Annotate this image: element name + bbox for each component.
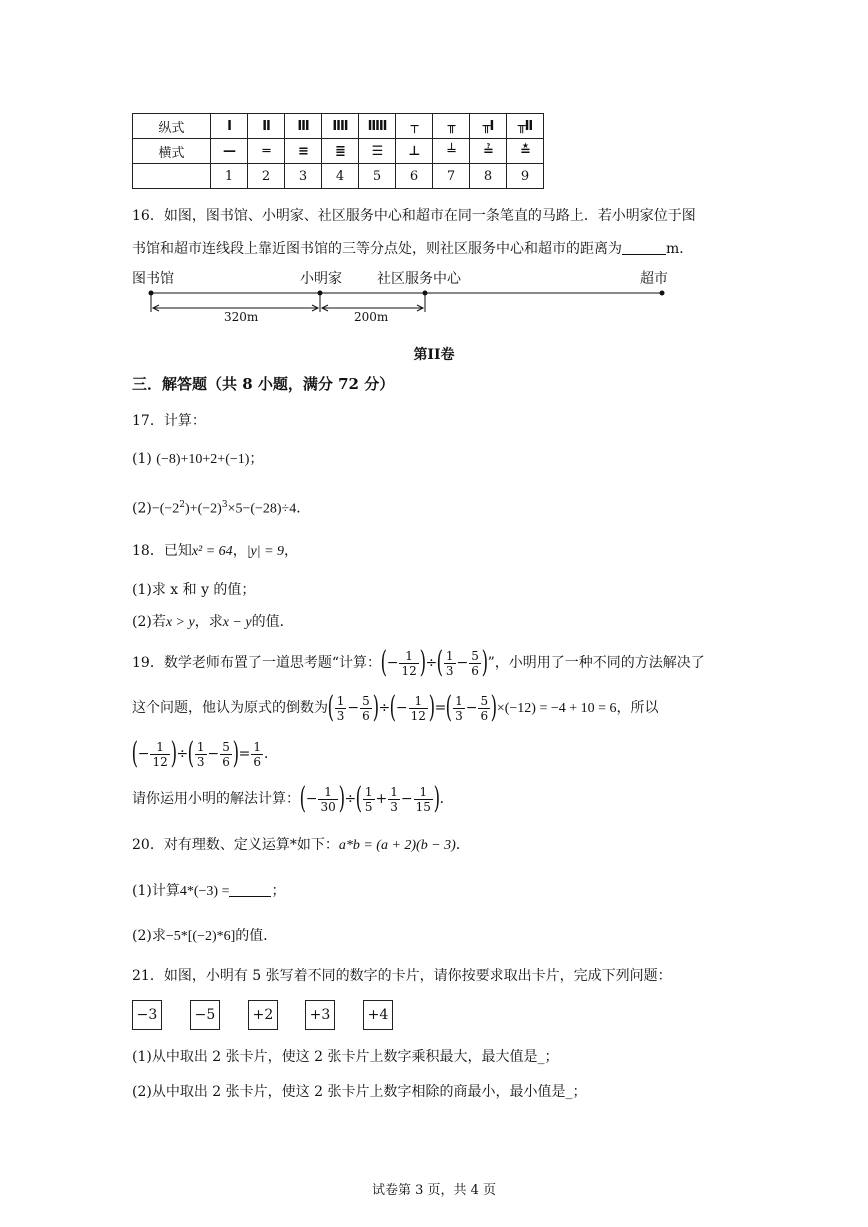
- label-community-center: 社区服务中心: [377, 271, 461, 287]
- q16-line-1: 16．如图，图书馆、小明家、社区服务中心和超市在同一条笔直的马路上．若小明家位于图: [132, 208, 696, 224]
- counting-rod-table: [132, 113, 544, 189]
- heng-glyph: —: [211, 139, 248, 164]
- period: ．: [264, 746, 279, 762]
- q20-expr-1: 4*(−3) =: [179, 884, 230, 899]
- zong-glyph: ╥Ⅱ: [507, 114, 544, 139]
- heng-glyph: ≛: [507, 139, 544, 164]
- q17-expr-2b: )+(−2): [185, 501, 222, 517]
- q20-text: 20．对有理数、定义运算*如下：: [132, 837, 339, 853]
- paren: ): [428, 690, 436, 725]
- answer-blank: [229, 882, 271, 897]
- paren: ): [170, 736, 177, 771]
- minus-sign: −: [386, 655, 399, 671]
- numerator: 5: [362, 693, 370, 708]
- fraction: [251, 740, 263, 769]
- distance-label-2: 200m: [354, 310, 389, 324]
- q19-line-4: [132, 781, 454, 817]
- road-line-svg: [132, 284, 692, 330]
- heng-glyph: ≡: [285, 139, 322, 164]
- q19-line-1: [132, 645, 705, 681]
- denominator: 3: [196, 754, 205, 769]
- q16-line-2: [132, 239, 693, 259]
- q17-expr-2c: ×5−(−28)÷4．: [227, 501, 311, 517]
- numerator: 5: [480, 693, 489, 708]
- numerator: 1: [336, 693, 345, 708]
- denominator: 12: [152, 754, 168, 769]
- road-diagram: [132, 268, 692, 330]
- denominator: 6: [222, 754, 230, 769]
- minus-sign: −: [207, 746, 220, 762]
- denominator: 3: [455, 708, 463, 723]
- q19-line-3: [132, 736, 278, 772]
- q21-part-1: (1)从中取出 2 张卡片，使这 2 张卡片上数字乘积最大，最大值是_；: [132, 1049, 559, 1065]
- fraction: [469, 649, 481, 678]
- numerator: 1: [253, 739, 262, 754]
- div-sign: ÷: [176, 746, 189, 762]
- q21-stem: 21．如图，小明有 5 张写着不同的数字的卡片，请你按要求取出卡片，完成下列问题：: [132, 968, 672, 984]
- zong-glyph: Ⅰ: [211, 114, 248, 139]
- numerator: 1: [445, 648, 454, 663]
- paren: ): [433, 781, 441, 816]
- number-cell: 8: [470, 164, 507, 189]
- fraction: [335, 694, 347, 723]
- heng-glyph: ═: [248, 139, 285, 164]
- label-library: 图书馆: [132, 271, 174, 287]
- denominator: 6: [253, 754, 262, 769]
- q18-eq2: |y| = 9: [246, 544, 285, 559]
- numerator: 1: [318, 785, 337, 800]
- q19-text: 这个问题，他认为原式的倒数为: [132, 700, 328, 716]
- minus-sign: −: [456, 655, 469, 671]
- part-label: (2): [132, 500, 152, 517]
- q17-part-2: [132, 495, 310, 520]
- number-cell: 6: [396, 164, 433, 189]
- paren: (: [436, 645, 444, 680]
- fraction: [363, 785, 375, 814]
- q20-text: (1)计算: [132, 883, 180, 899]
- numerator: 5: [471, 648, 479, 663]
- fraction: [220, 740, 232, 769]
- q19-text: ．: [439, 791, 454, 807]
- denominator: 5: [364, 799, 373, 814]
- table-row-zongshi: [133, 114, 544, 139]
- paren: (: [131, 736, 139, 771]
- number-card: −3: [132, 1000, 162, 1030]
- denominator: 30: [320, 799, 336, 814]
- denominator: 3: [445, 663, 454, 678]
- number-card: −5: [190, 1000, 220, 1030]
- page-footer: 试卷第 3 页，共 4 页: [371, 1183, 497, 1198]
- zong-glyph: ┬: [396, 114, 433, 139]
- numerator: 1: [364, 784, 373, 799]
- equals-sign: =: [434, 700, 447, 716]
- paren: ): [232, 736, 240, 771]
- number-cell: 2: [248, 164, 285, 189]
- q18-text: (2)若: [132, 614, 166, 630]
- fraction: [318, 785, 337, 814]
- q18-sep: ，: [232, 543, 247, 559]
- q19-text: ”，小明用了一种不同的方法解决了: [487, 655, 705, 671]
- q20-def: a*b = (a + 2)(b − 3): [338, 838, 456, 853]
- q17-part-1: [132, 449, 263, 470]
- row-header-zongshi: 纵式: [133, 114, 211, 139]
- paren: ): [419, 645, 426, 680]
- heng-glyph: ╧: [433, 139, 470, 164]
- paren: (: [389, 690, 397, 725]
- number-cell: 7: [433, 164, 470, 189]
- number-cell: 5: [359, 164, 396, 189]
- zong-glyph: ╥Ⅰ: [470, 114, 507, 139]
- q20-text: 的值．: [235, 928, 278, 944]
- heng-glyph: ☰: [359, 139, 396, 164]
- label-xiaoming-home: 小明家: [300, 271, 342, 287]
- q19-text: 19．数学老师布置了一道思考题“计算：: [132, 655, 381, 671]
- point-supermarket: [660, 291, 665, 296]
- denominator: 3: [390, 799, 398, 814]
- fraction: [388, 785, 400, 814]
- q16-unit: m．: [666, 241, 694, 257]
- paren: ): [481, 645, 488, 680]
- minus-sign: −: [137, 746, 150, 762]
- q18-cond: x > y: [165, 615, 195, 630]
- numerator: 1: [399, 649, 418, 664]
- div-sign: ÷: [425, 655, 438, 671]
- minus-sign: −: [400, 791, 413, 807]
- q18-expr: x − y: [222, 615, 252, 630]
- exponent: 3: [221, 500, 228, 510]
- numerator: 1: [150, 740, 169, 755]
- numerator: 1: [196, 739, 205, 754]
- paren: (: [355, 781, 363, 816]
- denominator: 3: [336, 708, 345, 723]
- fraction: [360, 694, 372, 723]
- fraction: [399, 649, 418, 678]
- q18-eq1: x² = 64: [191, 544, 233, 559]
- q19-result: ×(−12) = −4 + 10 = 6: [496, 701, 617, 716]
- fraction: [453, 694, 465, 723]
- q19-text: 请你运用小明的解法计算：: [132, 791, 300, 807]
- number-cell: 3: [285, 164, 322, 189]
- number-cell: 1: [211, 164, 248, 189]
- q20-expr-2: −5*[(−2)*6]: [165, 929, 236, 944]
- numerator: 1: [409, 694, 428, 709]
- fraction: [444, 649, 456, 678]
- part-heading: 三．解答题（共 8 小题，满分 72 分）: [132, 375, 395, 393]
- section-title: 第II卷: [413, 347, 455, 363]
- q19-line-2: [132, 690, 659, 727]
- denominator: 6: [471, 663, 479, 678]
- numerator: 5: [222, 739, 230, 754]
- minus-sign: −: [347, 700, 360, 716]
- number-card: +3: [305, 1000, 335, 1030]
- q18-text: 18．已知: [132, 543, 192, 559]
- fraction: [478, 694, 490, 723]
- paren: (: [380, 645, 388, 680]
- paren: ): [372, 690, 379, 725]
- zong-glyph: Ⅲ: [285, 114, 322, 139]
- minus-sign: −: [305, 791, 318, 807]
- q18-part-2: [132, 612, 294, 633]
- q20-text: (2)求: [132, 928, 166, 944]
- number-card: +4: [363, 1000, 393, 1030]
- minus-sign: −: [465, 700, 478, 716]
- equals-sign: =: [238, 746, 251, 762]
- heng-glyph: ⊥: [396, 139, 433, 164]
- plus-sign: +: [375, 791, 388, 807]
- numerator: 1: [414, 785, 433, 800]
- fraction: [414, 785, 433, 814]
- q16-text: 书馆和超市连线段上靠近图书馆的三等分点处，则社区服务中心和超市的距离为: [132, 241, 622, 257]
- q17-expr-1: (−8)+10+2+(−1)；: [156, 452, 264, 467]
- q21-part-2: (2)从中取出 2 张卡片，使这 2 张卡片上数字相除的商最小，最小值是_；: [132, 1084, 587, 1100]
- answer-blank: [622, 240, 666, 255]
- q17-expr-2a: −(−2: [151, 501, 180, 517]
- q18-text: ，求: [194, 614, 223, 630]
- heng-glyph: ≟: [470, 139, 507, 164]
- number-card: +2: [248, 1000, 278, 1030]
- q20-text: ．: [455, 837, 470, 853]
- table-row-numbers: [133, 164, 544, 189]
- numerator: 1: [390, 784, 398, 799]
- row-header-empty: [133, 164, 211, 189]
- distance-label-1: 320m: [224, 310, 259, 324]
- heng-glyph: ≣: [322, 139, 359, 164]
- paren: ): [338, 781, 345, 816]
- q18-part-1: (1)求 x 和 y 的值；: [132, 582, 256, 598]
- paren: (: [446, 690, 453, 725]
- exponent: 2: [179, 500, 186, 510]
- paren: ): [490, 690, 498, 725]
- paren: (: [187, 736, 195, 771]
- denominator: 12: [401, 663, 417, 678]
- q20-part-1: [132, 881, 285, 902]
- part-label: (1): [132, 451, 152, 467]
- numerator: 1: [455, 693, 463, 708]
- denominator: 15: [415, 799, 431, 814]
- paren: (: [327, 690, 335, 725]
- q18-stem: [132, 541, 298, 562]
- zong-glyph: ⅢⅡ: [359, 114, 396, 139]
- paren: (: [299, 781, 307, 816]
- table-row-hengshi: [133, 139, 544, 164]
- q20-text: ；: [271, 883, 286, 899]
- q19-text: ，所以: [616, 700, 659, 716]
- zong-glyph: ╥: [433, 114, 470, 139]
- number-cell: 9: [507, 164, 544, 189]
- minus-sign: −: [395, 700, 408, 716]
- number-cell: 4: [322, 164, 359, 189]
- fraction: [195, 740, 207, 769]
- zong-glyph: Ⅱ: [248, 114, 285, 139]
- denominator: 6: [362, 708, 370, 723]
- q20-stem: [132, 835, 470, 856]
- div-sign: ÷: [378, 700, 391, 716]
- q18-end: ，: [284, 543, 299, 559]
- q20-part-2: [132, 926, 277, 947]
- q17-stem: 17．计算：: [132, 413, 206, 429]
- fraction: [150, 740, 169, 769]
- div-sign: ÷: [344, 791, 357, 807]
- denominator: 12: [410, 708, 426, 723]
- q18-text: 的值．: [251, 614, 294, 630]
- row-header-hengshi: 横式: [133, 139, 211, 164]
- zong-glyph: ⅡⅡ: [322, 114, 359, 139]
- label-supermarket: 超市: [640, 271, 668, 287]
- denominator: 6: [480, 708, 489, 723]
- fraction: [409, 694, 428, 723]
